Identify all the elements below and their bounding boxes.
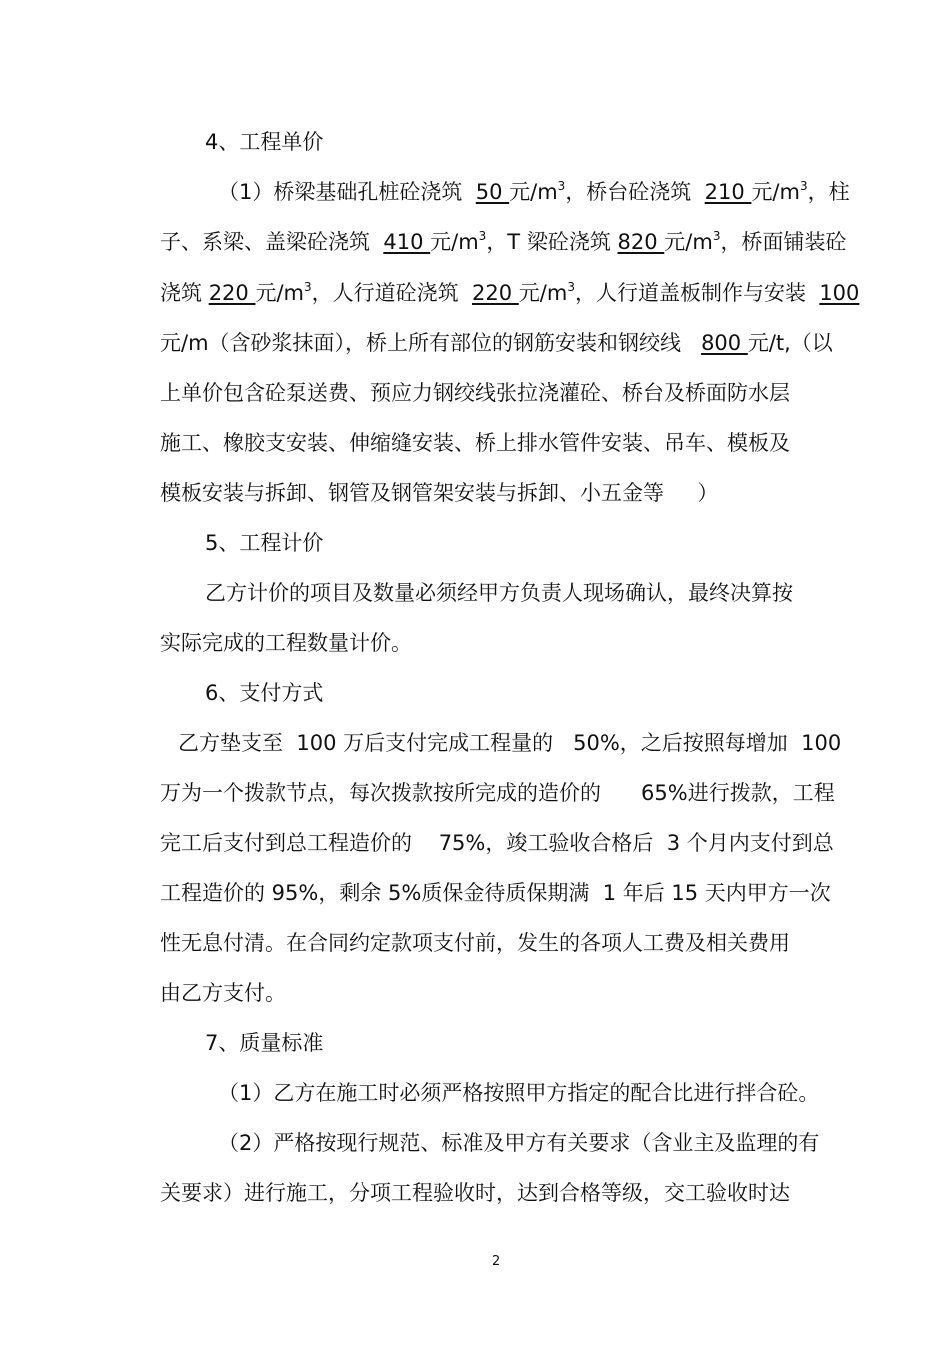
price-value: 50	[475, 180, 510, 204]
paragraph-line: 实际完成的工程数量计价。	[160, 631, 412, 655]
paragraph-line: 由乙方支付。	[160, 981, 286, 1005]
paragraph-line: （1）桥梁基础孔桩砼浇筑 50 元$/m^3$，桥台砼浇筑 210 元$/m^3$，柱	[218, 179, 850, 204]
paragraph-line: 施工、橡胶支安装、伸缩缝安装、桥上排水管件安装、吊车、模板及	[160, 431, 790, 455]
price-value: 220	[472, 281, 519, 305]
section-4-title: 4、工程单价	[205, 130, 324, 154]
paragraph-line: 元/m（含砂浆抹面），桥上所有部位的钢筋安装和钢绞线 800 元/t,（以	[160, 331, 833, 355]
paragraph-line: 浇筑 220 元$/m^3$，人行道砼浇筑 220 元$/m^3$，人行道盖板制作与安装 100	[160, 280, 860, 305]
price-value: 100	[819, 281, 860, 305]
paragraph-line: （2）严格按现行规范、标准及甲方有关要求（含业主及监理的有	[218, 1131, 820, 1155]
page-number: 2	[492, 1254, 501, 1269]
paragraph-line: 万为一个拨款节点，每次拨款按所完成的造价的 65%进行拨款，工程	[160, 781, 835, 805]
price-value: 210	[704, 180, 752, 204]
paragraph-line: 性无息付清。在合同约定款项支付前，发生的各项人工费及相关费用	[160, 931, 790, 955]
section-7-title: 7、质量标准	[205, 1031, 324, 1055]
paragraph-line: 乙方计价的项目及数量必须经甲方负责人现场确认，最终决算按	[205, 581, 793, 605]
price-value: 820	[617, 230, 665, 254]
paragraph-line: 子、系梁、盖梁砼浇筑 410 元$/m^3$，T 梁砼浇筑 820 元$/m^3$，桥面铺装砼	[160, 229, 847, 254]
section-6-title: 6、支付方式	[205, 681, 324, 705]
price-value: 410	[383, 230, 431, 254]
section-5-title: 5、工程计价	[205, 531, 324, 555]
price-value: 220	[208, 281, 256, 305]
paragraph-line: 上单价包含砼泵送费、预应力钢绞线张拉浇灌砼、桥台及桥面防水层	[160, 381, 790, 405]
paragraph-line: 完工后支付到总工程造价的 75%，竣工验收合格后 3 个月内支付到总	[160, 831, 834, 855]
paragraph-line: 乙方垫支至 100 万后支付完成工程量的 50%，之后按照每增加 100	[178, 731, 842, 755]
paragraph-line: 关要求）进行施工，分项工程验收时，达到合格等级，交工验收时达	[160, 1181, 790, 1205]
paragraph-line: 模板安装与拆卸、钢管及钢管架安装与拆卸、小五金等 ）	[160, 481, 719, 505]
paragraph-line: 工程造价的 95%，剩余 5%质保金待质保期满 1 年后 15 天内甲方一次	[160, 881, 831, 905]
paragraph-line: （1）乙方在施工时必须严格按照甲方指定的配合比进行拌合砼。	[218, 1081, 820, 1105]
price-value: 800	[701, 331, 748, 355]
